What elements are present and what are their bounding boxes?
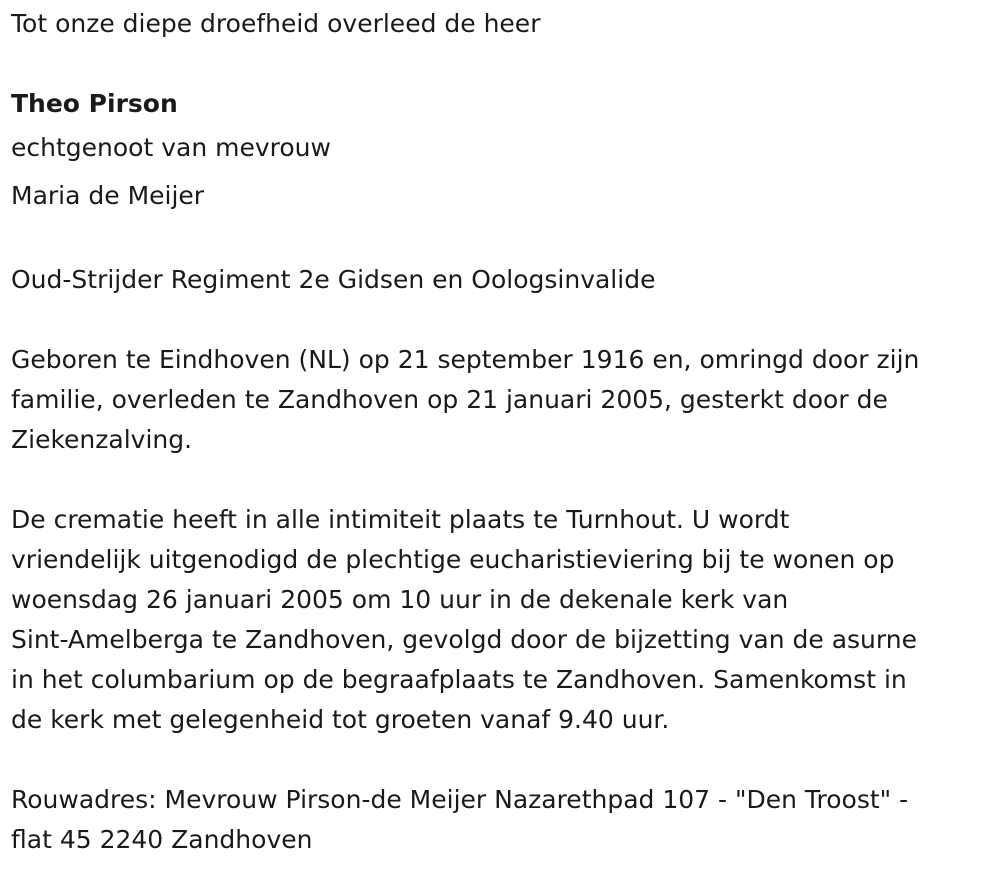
ceremony-line-4: Sint-Amelberga te Zandhoven, gevolgd door de bijzetting van de asurne: [11, 625, 917, 654]
honor-title: Oud-Strijder Regiment 2e Gidsen en Oologsinvalide: [11, 265, 656, 294]
ceremony-line-1: De crematie heeft in alle intimiteit plaats te Turnhout. U wordt: [11, 505, 790, 534]
spouse-line-1: echtgenoot van mevrouw: [11, 133, 331, 162]
ceremony-line-6: de kerk met gelegenheid tot groeten vanaf 9.40 uur.: [11, 705, 670, 734]
birth-death-paragraph: [11, 340, 986, 460]
ceremony-paragraph: [11, 500, 986, 740]
birth-line-3: Ziekenzalving.: [11, 425, 193, 454]
address-line-2: flat 45 2240 Zandhoven: [11, 825, 313, 854]
birth-line-2: familie, overleden te Zandhoven op 21 januari 2005, gesterkt door de: [11, 385, 888, 414]
spouse-line-2: Maria de Meijer: [11, 181, 205, 210]
deceased-name: Theo Pirson: [11, 89, 178, 118]
ceremony-line-2: vriendelijk uitgenodigd de plechtige eucharistieviering bij te wonen op: [11, 545, 895, 574]
ceremony-line-3: woensdag 26 januari 2005 om 10 uur in de dekenale kerk van: [11, 585, 789, 614]
address-line-1: Rouwadres: Mevrouw Pirson-de Meijer Nazarethpad 107 - "Den Troost" -: [11, 785, 909, 814]
birth-line-1: Geboren te Eindhoven (NL) op 21 september 1916 en, omringd door zijn: [11, 345, 920, 374]
intro-text: Tot onze diepe droefheid overleed de heer: [11, 9, 541, 38]
obituary-notice: [11, 4, 986, 860]
address-paragraph: [11, 780, 986, 860]
ceremony-line-5: in het columbarium op de begraafplaats te Zandhoven. Samenkomst in: [11, 665, 907, 694]
